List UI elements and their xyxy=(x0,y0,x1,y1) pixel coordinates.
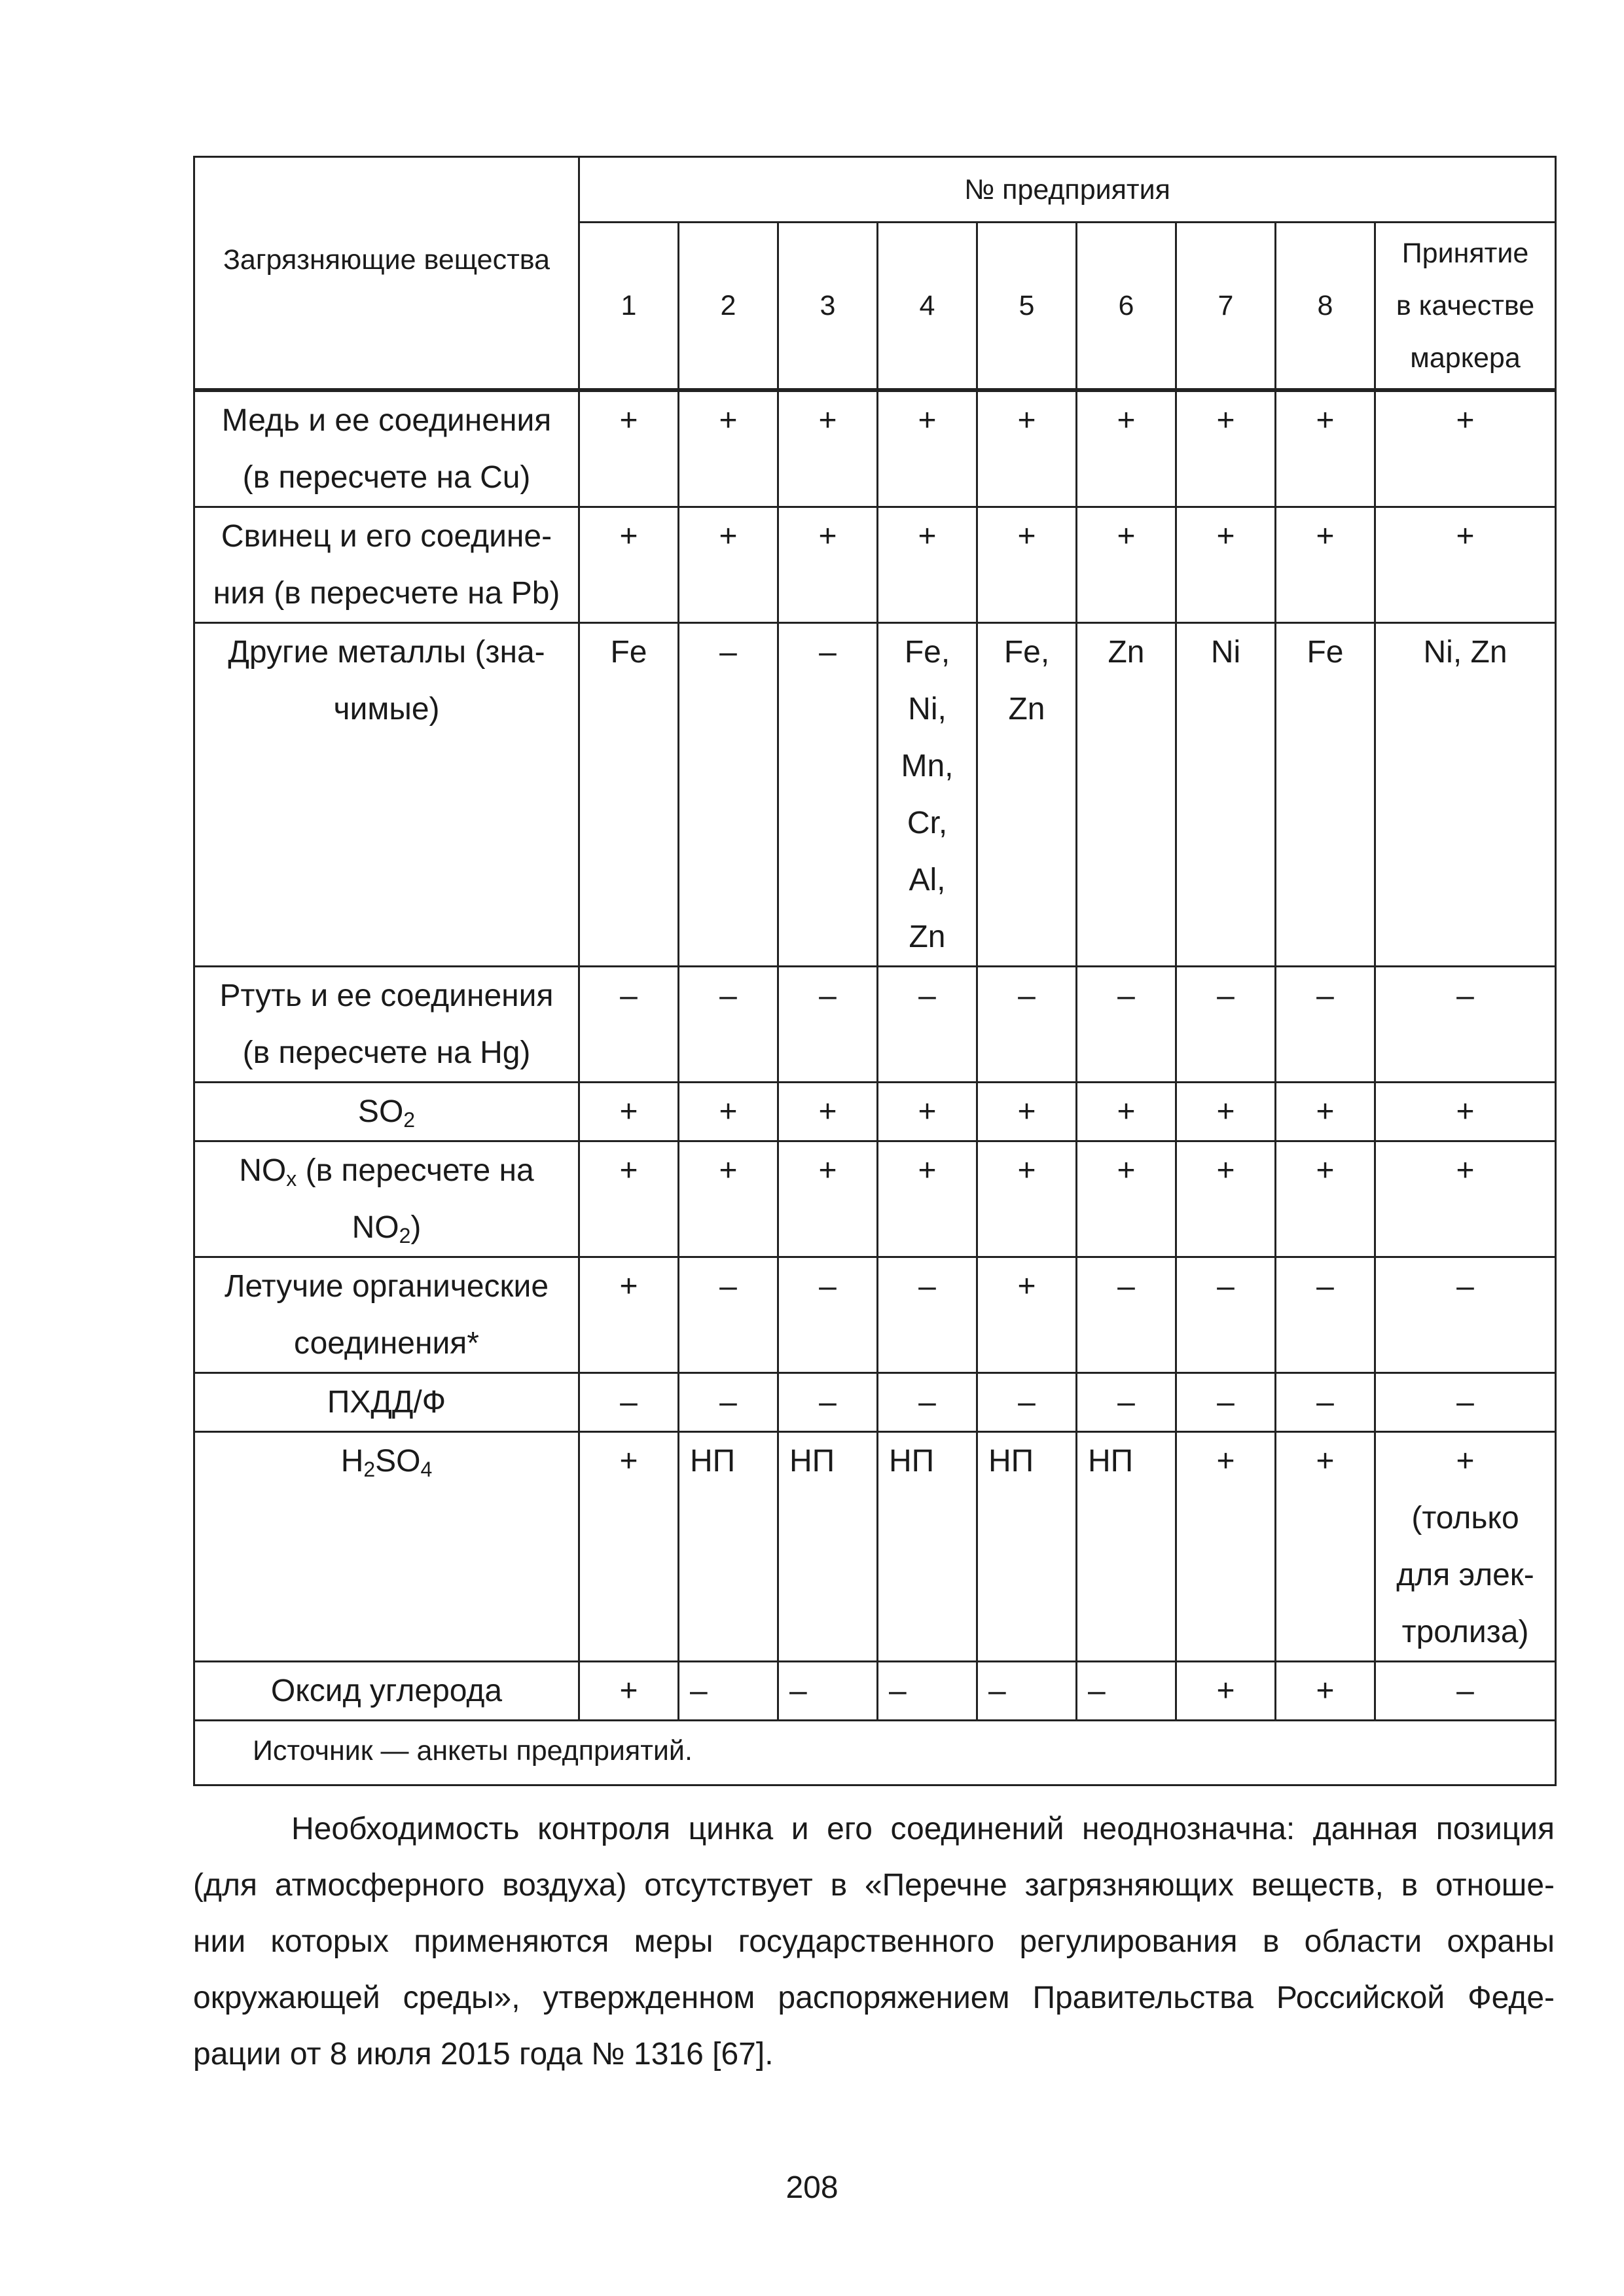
cell-value-line: + xyxy=(1456,518,1475,554)
cell-value-line: Cr, xyxy=(907,805,948,840)
table-row xyxy=(194,1661,1556,1720)
substance-name-line: чимые) xyxy=(333,691,440,726)
enterprise-value-cell xyxy=(977,507,1077,622)
substance-name-cell xyxy=(194,1082,579,1141)
cell-value-line: + xyxy=(619,518,638,554)
cell-value-line: – xyxy=(819,978,837,1013)
cell-value-line: – xyxy=(1117,978,1135,1013)
enterprise-value-cell xyxy=(778,1431,878,1661)
paragraph-line: окружающей среды», утвержденном распоряжением Правительства Российской Феде- xyxy=(193,1981,1555,2015)
cell-value-line: + xyxy=(1456,1094,1475,1129)
cell-value-line: – xyxy=(918,978,936,1013)
substance-name-line: Ртуть и ее соединения xyxy=(219,978,554,1013)
table-row xyxy=(194,1257,1556,1372)
enterprise-value-cell xyxy=(778,390,878,507)
enterprise-value-cell xyxy=(1176,1082,1276,1141)
header-enterprise-label: № предприятия xyxy=(964,173,1170,206)
enterprise-value-cell xyxy=(679,1257,778,1372)
cell-value-line: + xyxy=(1216,403,1235,438)
formula-part: NO xyxy=(352,1210,399,1245)
header-enterprise-number: 3 xyxy=(778,223,878,390)
cell-value-line: – xyxy=(719,1268,737,1304)
table-row xyxy=(194,1431,1556,1661)
cell-value-line: – xyxy=(789,1673,807,1708)
source-note: Источник — анкеты предприятий. xyxy=(253,1734,693,1767)
enterprise-value-cell xyxy=(977,622,1077,966)
paragraph-line: (для атмосферного воздуха) отсутствует в «Перечне загрязняющих веществ, в отноше- xyxy=(193,1868,1555,1903)
enterprise-value-cell xyxy=(679,390,778,507)
enterprise-value-cell xyxy=(1077,1372,1176,1431)
cell-value-line: + xyxy=(1017,518,1036,554)
cell-value-line: – xyxy=(1456,1268,1474,1304)
cell-value-line: – xyxy=(1217,1268,1235,1304)
enterprise-value-cell xyxy=(1276,507,1375,622)
cell-value-line: Fe, xyxy=(1003,634,1050,670)
cell-value-line: – xyxy=(719,634,737,670)
enterprise-value-cell xyxy=(679,1082,778,1141)
enterprise-value-cell xyxy=(878,622,977,966)
enterprise-value-cell xyxy=(878,390,977,507)
enterprise-value-cell xyxy=(1077,622,1176,966)
substance-name-line: Медь и ее соединения xyxy=(221,403,552,438)
cell-value-line: + xyxy=(1456,1443,1475,1479)
substance-name-line: ПХДД/Ф xyxy=(327,1384,446,1420)
header-marker xyxy=(1375,223,1556,390)
enterprise-value-cell xyxy=(778,622,878,966)
cell-value-line: + xyxy=(1316,1153,1335,1188)
cell-value-line: Fe xyxy=(610,634,647,670)
enterprise-value-cell xyxy=(579,1661,679,1720)
source-note-cell xyxy=(194,1720,1556,1785)
cell-value-line: – xyxy=(819,1268,837,1304)
enterprise-value-cell xyxy=(878,1431,977,1661)
marker-value-cell xyxy=(1375,1257,1556,1372)
enterprise-value-cell xyxy=(579,1372,679,1431)
cell-value-line: – xyxy=(719,978,737,1013)
cell-value-line: + xyxy=(1117,1153,1136,1188)
cell-value-line: + xyxy=(1316,1673,1335,1708)
cell-value-line: + xyxy=(1216,1673,1235,1708)
enterprise-value-cell xyxy=(579,622,679,966)
cell-value-line: + xyxy=(1216,1094,1235,1129)
enterprise-value-cell xyxy=(579,390,679,507)
cell-value-line: для элек- xyxy=(1396,1557,1534,1592)
header-enterprise-number: 2 xyxy=(679,223,778,390)
enterprise-value-cell xyxy=(1276,1661,1375,1720)
cell-value-line: + xyxy=(719,403,738,438)
header-substances-label: Загрязняющие вещества xyxy=(223,243,550,276)
enterprise-value-cell xyxy=(679,507,778,622)
cell-value-line: – xyxy=(1316,978,1334,1013)
enterprise-value-cell xyxy=(878,1082,977,1141)
cell-value-line: + xyxy=(619,403,638,438)
header-enterprise-number: 8 xyxy=(1276,223,1375,390)
formula-subscript: x xyxy=(286,1166,297,1191)
cell-value-line: Ni xyxy=(1210,634,1241,670)
enterprise-value-cell xyxy=(878,507,977,622)
enterprise-value-cell xyxy=(778,966,878,1082)
enterprise-value-cell xyxy=(977,1082,1077,1141)
cell-value-line: + xyxy=(818,1094,837,1129)
cell-value-line: НП xyxy=(1088,1443,1134,1479)
marker-value-cell xyxy=(1375,1431,1556,1661)
enterprise-value-cell xyxy=(1077,390,1176,507)
enterprise-value-cell xyxy=(1276,1372,1375,1431)
body-paragraph xyxy=(193,1801,1555,2083)
cell-value-line: – xyxy=(1018,1384,1036,1420)
cell-value-line: – xyxy=(918,1384,936,1420)
enterprise-value-cell xyxy=(778,1661,878,1720)
header-row-1 xyxy=(194,157,1556,223)
cell-value-line: НП xyxy=(789,1443,835,1479)
substance-name-line xyxy=(195,1142,578,1199)
cell-value-line: – xyxy=(1316,1268,1334,1304)
table-row xyxy=(194,966,1556,1082)
enterprise-value-cell xyxy=(778,1141,878,1257)
cell-value-line: – xyxy=(1316,1384,1334,1420)
enterprise-value-cell xyxy=(679,1141,778,1257)
formula-part: SO xyxy=(357,1094,404,1129)
formula-part: (в пересчете на xyxy=(297,1153,534,1188)
marker-value-cell xyxy=(1375,1082,1556,1141)
cell-value-line: + xyxy=(719,1094,738,1129)
enterprise-value-cell xyxy=(1276,1141,1375,1257)
header-marker-line: в качестве xyxy=(1396,289,1535,321)
enterprise-value-cell xyxy=(579,1141,679,1257)
cell-value-line: + xyxy=(1456,1153,1475,1188)
substance-name-cell xyxy=(194,1661,579,1720)
enterprise-value-cell xyxy=(1176,1661,1276,1720)
formula-part: NO xyxy=(239,1153,287,1188)
table-row xyxy=(194,1372,1556,1431)
cell-value-line: – xyxy=(918,1268,936,1304)
cell-value-line: НП xyxy=(889,1443,935,1479)
enterprise-value-cell xyxy=(579,507,679,622)
enterprise-value-cell xyxy=(878,1141,977,1257)
marker-value-cell xyxy=(1375,390,1556,507)
cell-value-line: + xyxy=(1216,518,1235,554)
cell-value-line: – xyxy=(988,1673,1006,1708)
marker-value-cell xyxy=(1375,1661,1556,1720)
cell-value-line: + xyxy=(619,1673,638,1708)
cell-value-line: – xyxy=(1088,1673,1106,1708)
enterprise-value-cell xyxy=(1176,1372,1276,1431)
enterprise-value-cell xyxy=(778,507,878,622)
cell-value-line: – xyxy=(1217,1384,1235,1420)
cell-value-line: + xyxy=(1456,403,1475,438)
cell-value-line: + xyxy=(1017,1153,1036,1188)
cell-value-line: – xyxy=(1456,978,1474,1013)
cell-value-line: – xyxy=(819,634,837,670)
formula-subscript: 2 xyxy=(399,1223,411,1247)
substance-name-cell xyxy=(194,390,579,507)
table-row xyxy=(194,622,1556,966)
enterprise-value-cell xyxy=(1276,390,1375,507)
paragraph-line: Необходимость контроля цинка и его соединений неоднозначна: данная позиция xyxy=(291,1812,1555,1846)
substance-name-line xyxy=(195,1433,578,1490)
substance-name-cell xyxy=(194,507,579,622)
cell-value-line: + xyxy=(918,1153,937,1188)
cell-value-line: Zn xyxy=(1008,691,1045,726)
enterprise-value-cell xyxy=(579,1082,679,1141)
enterprise-value-cell xyxy=(1276,1257,1375,1372)
substance-name-cell xyxy=(194,1257,579,1372)
enterprise-value-cell xyxy=(977,966,1077,1082)
page-number: 208 xyxy=(785,2170,839,2205)
substance-name-cell xyxy=(194,966,579,1082)
substance-name-cell xyxy=(194,1372,579,1431)
paragraph-line: рации от 8 июля 2015 года № 1316 [67]. xyxy=(193,2037,774,2072)
enterprise-value-cell xyxy=(1077,1257,1176,1372)
cell-value-line: + xyxy=(1316,1094,1335,1129)
enterprise-value-cell xyxy=(878,966,977,1082)
cell-value-line: – xyxy=(620,978,638,1013)
table-body xyxy=(194,157,1556,1785)
enterprise-value-cell xyxy=(579,1431,679,1661)
substance-name-line: Оксид углерода xyxy=(270,1673,503,1708)
cell-value-line: – xyxy=(1117,1268,1135,1304)
enterprise-value-cell xyxy=(679,1431,778,1661)
marker-value-cell xyxy=(1375,507,1556,622)
enterprise-value-cell xyxy=(778,1257,878,1372)
cell-value-line: + xyxy=(918,403,937,438)
enterprise-value-cell xyxy=(1276,1431,1375,1661)
cell-value-line: + xyxy=(918,1094,937,1129)
table-row xyxy=(194,1141,1556,1257)
cell-value-line: + xyxy=(1017,1268,1036,1304)
cell-value-line: + xyxy=(1316,518,1335,554)
header-substances xyxy=(194,157,579,390)
cell-value-line: + xyxy=(1216,1443,1235,1479)
substance-name-cell xyxy=(194,622,579,966)
enterprise-value-cell xyxy=(977,1431,1077,1661)
enterprise-value-cell xyxy=(977,1661,1077,1720)
enterprise-value-cell xyxy=(579,966,679,1082)
marker-value-cell xyxy=(1375,966,1556,1082)
substance-name-line: Летучие органические xyxy=(224,1268,549,1304)
cell-value-line: + xyxy=(619,1268,638,1304)
cell-value-line: НП xyxy=(690,1443,736,1479)
enterprise-value-cell xyxy=(1176,507,1276,622)
enterprise-value-cell xyxy=(1077,1082,1176,1141)
header-enterprise-number: 6 xyxy=(1077,223,1176,390)
cell-value-line: Zn xyxy=(1108,634,1145,670)
enterprise-value-cell xyxy=(679,966,778,1082)
cell-value-line: + xyxy=(1316,1443,1335,1479)
cell-value-line: – xyxy=(1117,1384,1135,1420)
header-enterprise-number: 5 xyxy=(977,223,1077,390)
cell-value-line: Mn, xyxy=(901,748,954,783)
formula-part: H xyxy=(340,1443,364,1479)
cell-value-line: + xyxy=(719,1153,738,1188)
cell-value-line: + xyxy=(719,518,738,554)
cell-value-line: тролиза) xyxy=(1401,1614,1529,1649)
enterprise-value-cell xyxy=(778,1082,878,1141)
formula-subscript: 2 xyxy=(363,1457,376,1481)
substance-name-line: Свинец и его соедине- xyxy=(221,518,552,554)
cell-value-line: – xyxy=(1018,978,1036,1013)
marker-value-cell xyxy=(1375,622,1556,966)
enterprise-value-cell xyxy=(778,1372,878,1431)
header-enterprise-number: 7 xyxy=(1176,223,1276,390)
formula-part: ) xyxy=(410,1210,422,1245)
pollutants-table xyxy=(193,156,1557,1786)
cell-value-line: Ni, xyxy=(908,691,947,726)
cell-value-line: – xyxy=(719,1384,737,1420)
substance-name-cell xyxy=(194,1431,579,1661)
enterprise-value-cell xyxy=(1077,1431,1176,1661)
cell-value-line: + xyxy=(619,1094,638,1129)
cell-value-line: Fe xyxy=(1307,634,1344,670)
enterprise-value-cell xyxy=(1176,966,1276,1082)
table-row xyxy=(194,390,1556,507)
substance-name-line xyxy=(195,1083,578,1140)
cell-value-line: – xyxy=(1456,1384,1474,1420)
cell-value-line: Zn xyxy=(909,919,946,954)
enterprise-value-cell xyxy=(878,1661,977,1720)
header-enterprise-number: 1 xyxy=(579,223,679,390)
formula-subscript: 2 xyxy=(403,1107,416,1132)
enterprise-value-cell xyxy=(679,1372,778,1431)
enterprise-value-cell xyxy=(1077,507,1176,622)
enterprise-value-cell xyxy=(1077,966,1176,1082)
cell-value-line: + xyxy=(1316,403,1335,438)
cell-value-line: + xyxy=(1117,518,1136,554)
enterprise-value-cell xyxy=(579,1257,679,1372)
pollutants-table-wrapper xyxy=(193,156,1555,1786)
cell-value-line: + xyxy=(1017,403,1036,438)
enterprise-value-cell xyxy=(1276,1082,1375,1141)
cell-value-line: – xyxy=(1217,978,1235,1013)
cell-value-line: + xyxy=(1117,403,1136,438)
enterprise-value-cell xyxy=(679,1661,778,1720)
enterprise-value-cell xyxy=(1176,390,1276,507)
enterprise-value-cell xyxy=(1176,1257,1276,1372)
cell-value-line: + xyxy=(818,1153,837,1188)
paragraph-line: нии которых применяются меры государственного регулирования в области охраны xyxy=(193,1924,1555,1959)
enterprise-value-cell xyxy=(1176,1141,1276,1257)
cell-value-line: (только xyxy=(1411,1500,1519,1535)
cell-value-line: + xyxy=(1117,1094,1136,1129)
header-marker-line: маркера xyxy=(1410,342,1521,374)
enterprise-value-cell xyxy=(977,390,1077,507)
enterprise-value-cell xyxy=(1276,622,1375,966)
substance-name-line: (в пересчете на Hg) xyxy=(242,1035,531,1070)
cell-value-line: + xyxy=(1216,1153,1235,1188)
substance-name-line: (в пересчете на Cu) xyxy=(242,459,531,495)
header-enterprise-group xyxy=(579,157,1556,223)
enterprise-value-cell xyxy=(878,1372,977,1431)
enterprise-value-cell xyxy=(1077,1141,1176,1257)
cell-value-line: + xyxy=(619,1153,638,1188)
enterprise-value-cell xyxy=(679,622,778,966)
cell-value-line: Ni, Zn xyxy=(1423,634,1507,670)
cell-value-line: – xyxy=(620,1384,638,1420)
substance-name-cell xyxy=(194,1141,579,1257)
substance-name-line: ния (в пересчете на Pb) xyxy=(213,575,560,611)
formula-subscript: 4 xyxy=(420,1457,433,1481)
cell-value-line: – xyxy=(889,1673,907,1708)
header-enterprise-number: 4 xyxy=(878,223,977,390)
enterprise-value-cell xyxy=(1176,1431,1276,1661)
enterprise-value-cell xyxy=(1276,966,1375,1082)
substance-name-line: соединения* xyxy=(294,1325,479,1361)
enterprise-value-cell xyxy=(1077,1661,1176,1720)
table-row xyxy=(194,1082,1556,1141)
cell-value-line: НП xyxy=(988,1443,1034,1479)
cell-value-line: + xyxy=(918,518,937,554)
enterprise-value-cell xyxy=(977,1372,1077,1431)
cell-value-line: + xyxy=(1017,1094,1036,1129)
marker-value-cell xyxy=(1375,1141,1556,1257)
enterprise-value-cell xyxy=(878,1257,977,1372)
header-marker-line: Принятие xyxy=(1401,237,1529,269)
cell-value-line: + xyxy=(818,518,837,554)
source-note-row xyxy=(194,1720,1556,1785)
substance-name-line xyxy=(195,1199,578,1256)
cell-value-line: – xyxy=(1456,1673,1474,1708)
formula-part: SO xyxy=(375,1443,421,1479)
cell-value-line: + xyxy=(818,403,837,438)
marker-value-cell xyxy=(1375,1372,1556,1431)
enterprise-value-cell xyxy=(977,1141,1077,1257)
cell-value-line: Fe, xyxy=(904,634,950,670)
enterprise-value-cell xyxy=(977,1257,1077,1372)
cell-value-line: + xyxy=(619,1443,638,1479)
table-row xyxy=(194,507,1556,622)
enterprise-value-cell xyxy=(1176,622,1276,966)
cell-value-line: – xyxy=(819,1384,837,1420)
cell-value-line: Al, xyxy=(909,862,946,897)
substance-name-line: Другие металлы (зна- xyxy=(228,634,545,670)
cell-value-line: – xyxy=(690,1673,708,1708)
